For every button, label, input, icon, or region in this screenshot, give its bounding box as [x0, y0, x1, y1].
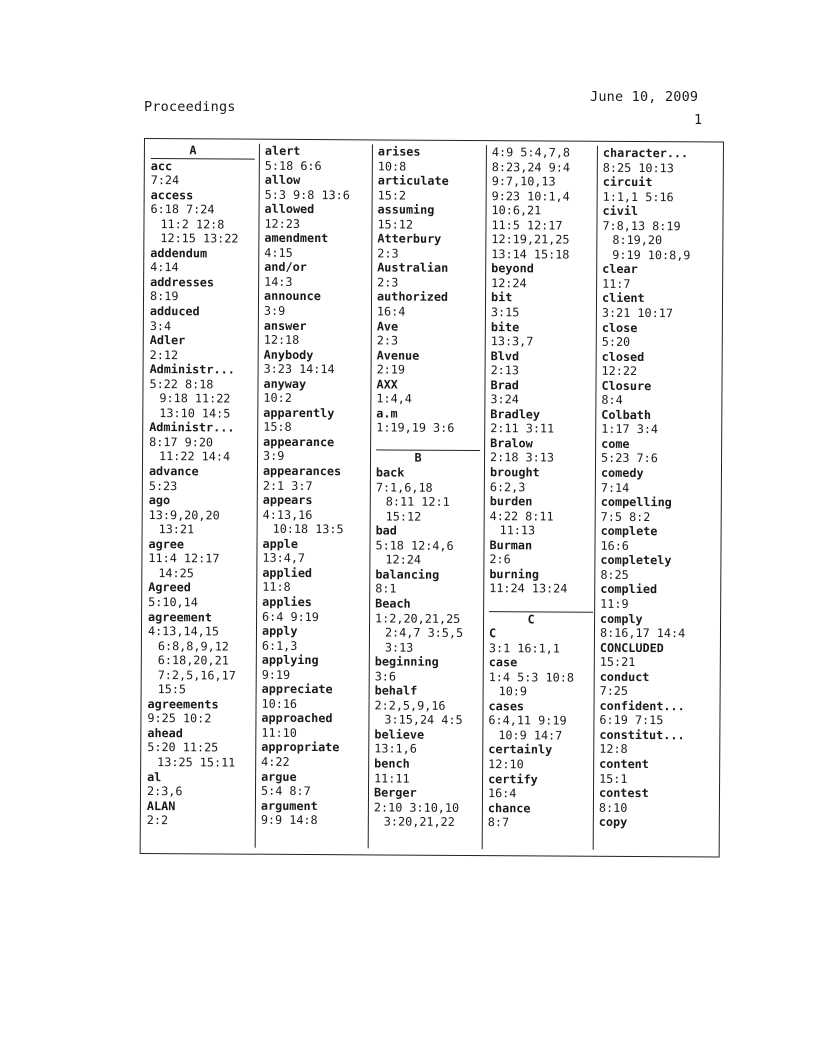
- index-term: comply: [600, 611, 643, 626]
- spacer: [376, 435, 494, 450]
- index-term: al: [147, 769, 162, 784]
- index-term: Bralow: [490, 436, 533, 451]
- page-line-refs: 8:25 10:13: [602, 160, 674, 175]
- page-line-refs-continued: 6:18,20,21: [157, 653, 229, 668]
- index-term: bit: [490, 290, 513, 305]
- index-term: copy: [598, 814, 628, 830]
- index-term: civil: [602, 203, 639, 219]
- page-line-refs: 8:17 9:20: [149, 434, 214, 450]
- index-term: C: [488, 626, 497, 641]
- page-line-refs: 1:4 5:3 10:8: [488, 669, 574, 685]
- page-line-refs: 3:24: [490, 392, 519, 407]
- page-line-refs: 10:2: [263, 391, 292, 406]
- index-term: Burman: [489, 537, 533, 553]
- page-line-refs-continued: 15:12: [385, 509, 422, 524]
- page-line-refs: 4:9 5:4,7,8: [491, 145, 571, 160]
- index-term: Ave: [376, 318, 399, 334]
- page-line-refs: 5:20 11:25: [147, 740, 219, 755]
- page-line-refs: 5:23 7:6: [601, 451, 658, 466]
- page-line-refs: 5:18 12:4,6: [375, 538, 454, 553]
- index-term: agreements: [147, 696, 219, 712]
- page-line-refs: 3:21 10:17: [601, 305, 674, 321]
- index-term: cases: [488, 698, 525, 714]
- index-term: ahead: [147, 725, 183, 741]
- page-line-refs: 7:1,6,18: [375, 480, 433, 495]
- index-term: acc: [150, 158, 173, 173]
- page-line-refs: 11:4 12:17: [148, 551, 220, 566]
- page-line-refs-continued: 13:10 14:5: [159, 405, 231, 421]
- index-term: constitut...: [599, 727, 685, 743]
- index-term: back: [375, 465, 405, 480]
- page-line-refs: 11:24 13:24: [489, 581, 568, 597]
- index-term: beginning: [374, 654, 439, 669]
- index-term: allowed: [264, 201, 315, 217]
- index-term: contest: [598, 785, 649, 801]
- page-line-refs: 3:23 14:14: [263, 361, 335, 377]
- index-term: certainly: [488, 742, 553, 757]
- index-term: come: [601, 436, 630, 451]
- index-term: articulate: [377, 173, 449, 188]
- index-term: Brad: [490, 377, 519, 393]
- index-term: conduct: [599, 669, 650, 684]
- index-term: Australian: [377, 260, 449, 276]
- index-term: closed: [601, 349, 645, 364]
- index-term: Administr...: [149, 420, 235, 435]
- index-term: Beach: [375, 596, 411, 611]
- page-number: 1: [694, 112, 703, 128]
- page-line-refs: 9:25 10:2: [147, 711, 212, 726]
- index-term: content: [599, 756, 649, 772]
- page-line-refs: 2:18 3:13: [490, 450, 555, 465]
- page-line-refs-continued: 8:11 12:1: [385, 494, 450, 509]
- page-line-refs: 5:4 8:7: [260, 783, 311, 799]
- page-line-refs: 11:5 12:17: [491, 217, 563, 233]
- page-line-refs: 7:5 8:2: [600, 509, 651, 524]
- index-term: announce: [263, 289, 321, 304]
- page-line-refs: 6:18 7:24: [150, 202, 215, 217]
- page-line-refs-continued: 11:2 12:8: [160, 216, 225, 232]
- index-term: complete: [600, 524, 658, 539]
- page-line-refs: 15:12: [377, 217, 414, 232]
- page-line-refs: 8:1: [375, 581, 397, 596]
- index-term: advance: [148, 464, 199, 479]
- index-term: a.m: [376, 406, 398, 421]
- page-line-refs: 16:4: [487, 786, 517, 801]
- page-line-refs: 1:17 3:4: [601, 422, 659, 437]
- page-line-refs: 9:7,10,13: [491, 174, 556, 189]
- page-line-refs: 2:1 3:7: [262, 478, 313, 493]
- page-line-refs: 4:13,14,15: [147, 624, 220, 639]
- index-term: completely: [600, 553, 672, 568]
- index-term: apparently: [263, 405, 335, 421]
- page-line-refs: 5:22 8:18: [149, 376, 214, 392]
- page-line-refs: 2:3: [376, 333, 399, 348]
- index-term: close: [601, 320, 638, 335]
- spacer: [489, 596, 607, 611]
- index-term: case: [488, 655, 518, 670]
- page-line-refs-continued: 9:19 10:8,9: [612, 247, 691, 263]
- index-term: anyway: [263, 376, 307, 391]
- page-line-refs: 7:14: [600, 480, 630, 495]
- index-term: Colbath: [601, 407, 652, 422]
- page-line-refs: 8:4: [601, 393, 623, 408]
- index-term: authorized: [376, 289, 449, 305]
- page-line-refs-continued: 10:18 13:5: [272, 522, 344, 537]
- page-line-refs: 1:19,19 3:6: [376, 420, 455, 436]
- page-line-refs: 11:11: [374, 770, 410, 786]
- index-term: ALAN: [146, 798, 176, 813]
- index-term: comedy: [600, 465, 644, 481]
- index-term: Bradley: [490, 406, 541, 422]
- page-line-refs-continued: 3:13: [384, 640, 414, 655]
- index-term: adduced: [149, 304, 200, 319]
- index-term: addresses: [150, 274, 215, 290]
- page-line-refs: 3:6: [374, 669, 397, 684]
- index-term: alert: [264, 143, 301, 158]
- document-date: June 10, 2009: [590, 89, 699, 105]
- page-line-refs: 2:6: [489, 552, 511, 567]
- page-line-refs: 9:9 14:8: [260, 812, 318, 828]
- page-line-refs: 2:2: [146, 813, 169, 828]
- section-letter-heading: B: [376, 450, 480, 466]
- page-line-refs: 7:25: [599, 684, 629, 699]
- index-term: chance: [487, 800, 531, 815]
- page-line-refs: 11:7: [602, 276, 631, 291]
- page-line-refs: 15:1: [599, 771, 628, 786]
- page-line-refs: 12:19,21,25: [491, 232, 570, 247]
- page-line-refs: 9:19: [261, 667, 291, 682]
- index-term: burden: [489, 494, 533, 509]
- index-term: character...: [602, 145, 689, 161]
- page-line-refs: 2:19: [376, 362, 406, 377]
- page-line-refs: 6:1,3: [261, 638, 298, 653]
- page-line-refs-continued: 12:15 13:22: [160, 231, 239, 246]
- index-term: appears: [262, 492, 313, 508]
- index-term: apple: [262, 536, 299, 551]
- index-column-5: [599, 146, 721, 851]
- index-term: CONCLUDED: [599, 640, 664, 655]
- page-line-refs: 16:6: [600, 538, 629, 553]
- page-line-refs: 15:2: [377, 188, 407, 203]
- page-line-refs: 6:19 7:15: [599, 713, 664, 728]
- page-line-refs: 8:25: [600, 567, 629, 582]
- index-term: Adler: [149, 333, 186, 348]
- page-line-refs-continued: 13:25 15:11: [157, 755, 236, 770]
- page-line-refs-continued: 13:21: [158, 522, 195, 537]
- page-line-refs: 7:8,13 8:19: [602, 218, 681, 234]
- page-line-refs: 11:8: [262, 580, 291, 595]
- index-term: bad: [375, 523, 397, 538]
- index-term: applies: [262, 594, 312, 609]
- page-line-refs: 3:9: [263, 303, 286, 318]
- page-line-refs-continued: 8:19,20: [612, 233, 663, 248]
- index-term: appropriate: [261, 740, 340, 755]
- index-term: balancing: [375, 567, 440, 582]
- page-line-refs: 2:13: [490, 363, 520, 378]
- index-term: bench: [374, 756, 410, 771]
- page-line-refs: 2:10 3:10,10: [373, 800, 460, 815]
- document-title: Proceedings: [144, 99, 236, 115]
- page-line-refs-continued: 12:24: [385, 552, 421, 568]
- index-term: approached: [261, 711, 333, 726]
- page-line-refs: 13:14 15:18: [491, 246, 570, 262]
- page-line-refs: 3:1 16:1,1: [488, 640, 560, 656]
- index-term: certify: [488, 771, 538, 786]
- index-term: Anybody: [263, 347, 314, 362]
- index-term: compelling: [600, 494, 672, 510]
- page-line-refs-continued: 11:22 14:4: [159, 449, 231, 465]
- page-line-refs: 15:8: [263, 420, 292, 435]
- page-line-refs-continued: 6:8,8,9,12: [157, 638, 229, 654]
- index-term: ago: [148, 493, 171, 508]
- index-term: brought: [489, 465, 540, 480]
- index-term: appearance: [263, 434, 335, 450]
- page-line-refs: 5:3 9:8 13:6: [264, 187, 350, 202]
- index-term: agreement: [148, 609, 213, 624]
- page-line-refs: 8:10: [598, 800, 628, 815]
- index-term: beyond: [491, 261, 534, 276]
- section-letter-heading: C: [489, 611, 593, 627]
- index-term: complied: [600, 582, 658, 597]
- page-line-refs-continued: 11:13: [499, 523, 536, 538]
- page-line-refs: 3:15: [490, 305, 520, 320]
- index-term: arises: [377, 144, 421, 159]
- page-line-refs: 5:20: [601, 334, 631, 350]
- page-line-refs: 8:19: [149, 289, 179, 304]
- page-line-refs: 15:21: [599, 654, 636, 670]
- page-line-refs-continued: 3:15,24 4:5: [384, 712, 463, 728]
- page-line-refs: 4:22: [261, 754, 290, 769]
- index-term: AXX: [376, 377, 398, 392]
- index-term: clear: [602, 262, 638, 277]
- page-line-refs: 11:9: [600, 596, 629, 611]
- index-term: burning: [489, 566, 540, 582]
- page-line-refs: 2:2,5,9,16: [374, 698, 446, 713]
- page-line-refs: 1:1,1 5:16: [602, 189, 674, 204]
- page-line-refs-continued: 14:25: [158, 565, 194, 581]
- page-line-refs-continued: 9:18 11:22: [159, 391, 231, 406]
- index-term: argue: [261, 769, 297, 784]
- index-term: Administr...: [149, 362, 235, 377]
- page-line-refs: 13:1,6: [374, 741, 417, 757]
- page-line-refs-continued: 10:9: [498, 684, 528, 699]
- index-term: confident...: [599, 698, 685, 714]
- page-line-refs: 5:18 6:6: [264, 158, 322, 173]
- index-column-3: [374, 144, 496, 849]
- page-line-refs-continued: 15:5: [157, 682, 187, 697]
- page-line-refs: 13:4,7: [262, 551, 306, 566]
- page-line-refs-continued: 2:4,7 3:5,5: [384, 625, 464, 641]
- index-term: appreciate: [261, 681, 333, 697]
- index-term: access: [150, 187, 194, 202]
- page-line-refs: 4:13,16: [262, 507, 313, 522]
- page-line-refs-continued: 7:2,5,16,17: [157, 667, 236, 683]
- index-term: bite: [490, 319, 520, 334]
- index-term: behalf: [374, 683, 418, 698]
- page-line-refs: 2:12: [149, 347, 179, 362]
- page-line-refs: 12:23: [264, 216, 301, 231]
- page-line-refs: 10:6,21: [491, 203, 542, 218]
- page-line-refs: 8:7: [487, 815, 510, 830]
- page-line-refs-continued: 10:9 14:7: [498, 728, 563, 743]
- page-line-refs: 12:24: [491, 276, 527, 291]
- page-line-refs: 2:3,6: [146, 784, 183, 799]
- page-line-refs: 12:10: [488, 757, 524, 772]
- index-term: Closure: [601, 378, 652, 393]
- page-line-refs-continued: 3:20,21,22: [383, 814, 455, 830]
- page-line-refs: 11:10: [261, 725, 297, 740]
- index-term: applying: [261, 652, 319, 668]
- index-term: Atterbury: [377, 231, 442, 247]
- page-line-refs: 16:4: [376, 304, 406, 319]
- page-line-refs: 8:16,17 14:4: [599, 625, 686, 641]
- page-line-refs: 12:18: [263, 332, 300, 348]
- page-line-refs: 6:2,3: [489, 479, 526, 494]
- page-line-refs: 14:3: [264, 274, 293, 289]
- page-line-refs: 6:4 9:19: [262, 609, 319, 624]
- word-index-table: [140, 138, 724, 858]
- page-line-refs: 13:3,7: [490, 334, 534, 349]
- index-term: Berger: [373, 785, 417, 800]
- index-term: and/or: [264, 260, 307, 275]
- page-line-refs: 12:8: [599, 742, 628, 757]
- index-term: amendment: [264, 231, 329, 246]
- page-line-refs: 4:15: [264, 245, 293, 260]
- index-term: allow: [264, 172, 301, 188]
- page-line-refs: 7:24: [150, 173, 180, 188]
- index-term: argument: [260, 798, 318, 813]
- page-line-refs: 2:11 3:11: [490, 421, 555, 436]
- page-line-refs: 1:4,4: [376, 391, 412, 406]
- index-term: circuit: [602, 174, 653, 190]
- index-term: applied: [262, 565, 313, 580]
- page-line-refs: 3:9: [263, 449, 285, 464]
- index-column-1: [147, 143, 269, 848]
- page-line-refs: 2:3: [377, 275, 399, 290]
- index-term: addendum: [150, 245, 208, 261]
- index-term: assuming: [377, 202, 435, 217]
- page-line-refs: 2:3: [377, 246, 399, 261]
- page-line-refs: 6:4,11 9:19: [488, 713, 567, 728]
- page-line-refs: 5:10,14: [148, 594, 198, 610]
- index-term: Avenue: [376, 348, 420, 363]
- index-term: Blvd: [490, 348, 520, 363]
- index-column-2: [261, 144, 383, 849]
- page-line-refs: 8:23,24 9:4: [491, 159, 571, 175]
- page-line-refs: 12:22: [601, 364, 638, 379]
- page-line-refs: 4:22 8:11: [489, 508, 554, 524]
- index-term: answer: [263, 318, 307, 333]
- page-line-refs: 4:14: [150, 260, 179, 275]
- page-line-refs: 1:2,20,21,25: [375, 610, 461, 626]
- page-line-refs: 5:23: [148, 478, 178, 493]
- section-letter-heading: A: [151, 143, 255, 159]
- index-term: client: [601, 291, 645, 306]
- page-line-refs: 13:9,20,20: [148, 507, 220, 523]
- index-term: Agreed: [148, 580, 191, 595]
- index-column-4: [488, 145, 610, 850]
- page-line-refs: 10:16: [261, 696, 298, 711]
- index-term: appearances: [262, 463, 342, 479]
- index-term: believe: [374, 727, 425, 742]
- page-line-refs: 3:4: [149, 318, 172, 333]
- index-term: apply: [261, 623, 298, 638]
- page-line-refs: 9:23 10:1,4: [491, 188, 570, 204]
- index-term: agree: [148, 536, 185, 552]
- page-line-refs: 10:8: [377, 158, 407, 174]
